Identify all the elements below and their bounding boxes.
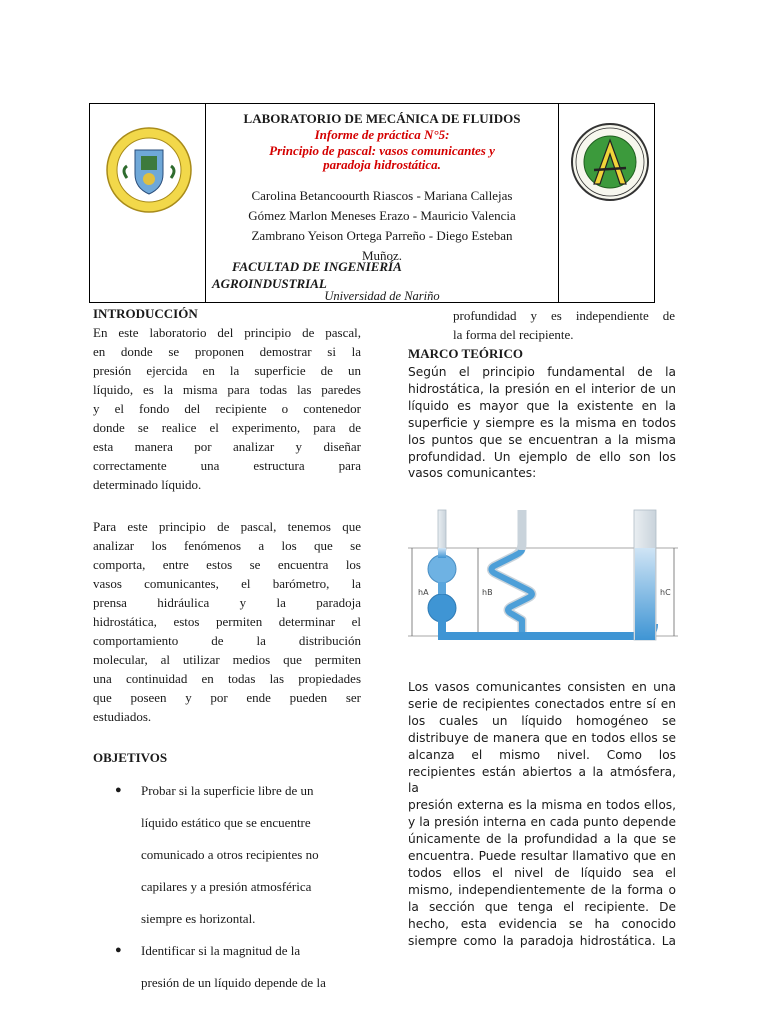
report-number: Informe de práctica N°5: — [314, 127, 450, 142]
hC-label: hC — [660, 588, 671, 597]
text-line: presión ejercida en la superficie de un — [93, 363, 361, 378]
authors — [208, 186, 556, 266]
text-line: comunicado a otros recipientes no — [141, 847, 319, 862]
text-line: serie de recipientes conectados entre sí en — [408, 696, 676, 711]
objectives-list — [115, 768, 363, 1005]
text-line: líquido es mayor que la existente en la — [408, 398, 676, 413]
principle-paragraph — [93, 517, 361, 726]
text-line: capilares y a presión atmosférica — [141, 879, 312, 894]
objectives-heading: OBJETIVOS — [93, 750, 168, 765]
header-table — [89, 103, 655, 303]
faculty-line2: AGROINDUSTRIAL — [212, 276, 327, 291]
text-line: Según el principio fundamental de la — [408, 365, 676, 379]
introduction-paragraph — [93, 323, 361, 494]
text-line: superficie y siempre es la misma en todos — [408, 415, 676, 430]
text-line: hecho, esta evidencia se ha conocido — [408, 916, 676, 931]
text-line: Los vasos comunicantes consisten en una — [408, 680, 676, 694]
text-line: la sección que tenga el recipiente. De — [408, 899, 676, 914]
text-line: donde se realice el experimento, para de — [93, 420, 361, 435]
objective-item — [115, 941, 363, 992]
header-divider-right — [558, 104, 559, 302]
text-line: y el fondo del recipiente o contenedor — [93, 401, 361, 416]
text-line: todos ellos el nivel de líquido sea el — [408, 865, 676, 880]
text-line: una continuidad en todas las propiedades — [93, 671, 361, 686]
authors-line: Muñoz. — [361, 248, 403, 263]
text-line: siempre es horizontal. — [141, 911, 256, 926]
header-divider-left — [205, 104, 206, 302]
text-line: mismo, independientemente de la forma o — [408, 882, 676, 897]
report-topic-line1: Principio de pascal: vasos comunicantes y — [269, 143, 495, 158]
text-line: líquido estático que se encuentre — [141, 815, 311, 830]
marco-teorico-heading: MARCO TEÓRICO — [408, 346, 523, 361]
text-line: distribuye de manera que en todos ellos se — [408, 730, 676, 745]
objective-text — [141, 781, 363, 928]
text-line: profundidad. Un ejemplo de ello son los — [408, 449, 676, 464]
faculty-name — [212, 258, 402, 292]
faculty-logo — [570, 114, 650, 210]
text-line: Probar si la superficie libre de un — [141, 783, 314, 798]
hB-label: hB — [482, 588, 493, 597]
objective-item — [115, 781, 363, 928]
university-name: Universidad de Nariño — [324, 289, 440, 303]
text-line: Para este principio de pascal, tenemos que — [93, 519, 361, 534]
text-line: y la presión interna en cada punto depende — [408, 815, 676, 830]
text-line: alcanza el mismo nivel. Como los — [408, 747, 676, 762]
text-line: encuentra. Puede resultar llamativo que en — [408, 849, 676, 864]
marco-teorico-paragraph — [408, 364, 676, 482]
text-line: determinado líquido. — [93, 477, 202, 492]
text-line: los cuales un líquido homogéneo se — [408, 713, 676, 728]
text-line: En este laboratorio del principio de pascal, — [93, 325, 361, 340]
faculty-line1: FACULTAD DE INGENIERÍA — [232, 259, 402, 274]
authors-line: Zambrano Yeison Ortega Parreño - Diego Esteban — [251, 228, 513, 243]
text-line: recipientes están abiertos a la atmósfera, la — [408, 764, 676, 796]
text-line: únicamente de la profundidad a la que se — [408, 832, 676, 847]
communicating-vessels-figure — [404, 506, 680, 664]
text-line: analizar los fenómenos a los que se — [93, 538, 361, 553]
text-line: Identificar si la magnitud de la — [141, 943, 301, 958]
university-seal-logo — [105, 126, 193, 214]
bullet-icon: ● — [115, 784, 122, 796]
authors-line: Carolina Betancoourth Riascos - Mariana Callejas — [251, 188, 513, 203]
text-line: comporta, entre estos se encuentra los — [93, 557, 361, 572]
text-line: prensa hidráulica y la paradoja — [93, 595, 361, 610]
lab-title: LABORATORIO DE MECÁNICA DE FLUIDOS — [243, 111, 521, 126]
text-line: vasos comunicantes: — [408, 466, 537, 481]
text-line: correctamente una estructura para — [93, 458, 361, 473]
bullet-icon: ● — [115, 944, 122, 956]
text-line: líquido, es la misma para todas las paredes — [93, 382, 361, 397]
text-line: profundidad y es independiente de — [453, 308, 675, 323]
text-line: esta manera por analizar y diseñar — [93, 439, 361, 454]
text-line: molecular, al utilizar medios que permiten — [93, 652, 361, 667]
text-line: hidrostática, la presión en el interior de un — [408, 381, 676, 396]
objective-text — [141, 941, 363, 992]
text-line: presión de un líquido depende de la — [141, 975, 326, 990]
text-line: en donde se proponen demostrar si la — [93, 344, 361, 359]
text-line: vasos comunicantes, el barómetro, la — [93, 576, 361, 591]
text-line: siempre como la paradoja hidrostática. La — [408, 933, 676, 948]
text-line: que poseen y por ende pueden ser — [93, 690, 361, 705]
text-line: presión externa es la misma en todos ellos, — [408, 798, 676, 813]
vasos-comunicantes-paragraph — [408, 679, 676, 950]
report-topic-line2: paradoja hidrostática. — [323, 157, 441, 172]
hA-label: hA — [418, 588, 429, 597]
text-line: la forma del recipiente. — [453, 327, 574, 342]
text-line: comportamiento de la distribución — [93, 633, 361, 648]
objective-continuation — [453, 306, 675, 344]
authors-line: Gómez Marlon Meneses Erazo - Mauricio Valencia — [248, 208, 516, 223]
text-line: hidrostática, estos permiten determinar el — [93, 614, 361, 629]
text-line: estudiados. — [93, 709, 152, 724]
text-line: los puntos que se encuentran a la misma — [408, 432, 676, 447]
introduction-heading: INTRODUCCIÓN — [93, 306, 198, 321]
